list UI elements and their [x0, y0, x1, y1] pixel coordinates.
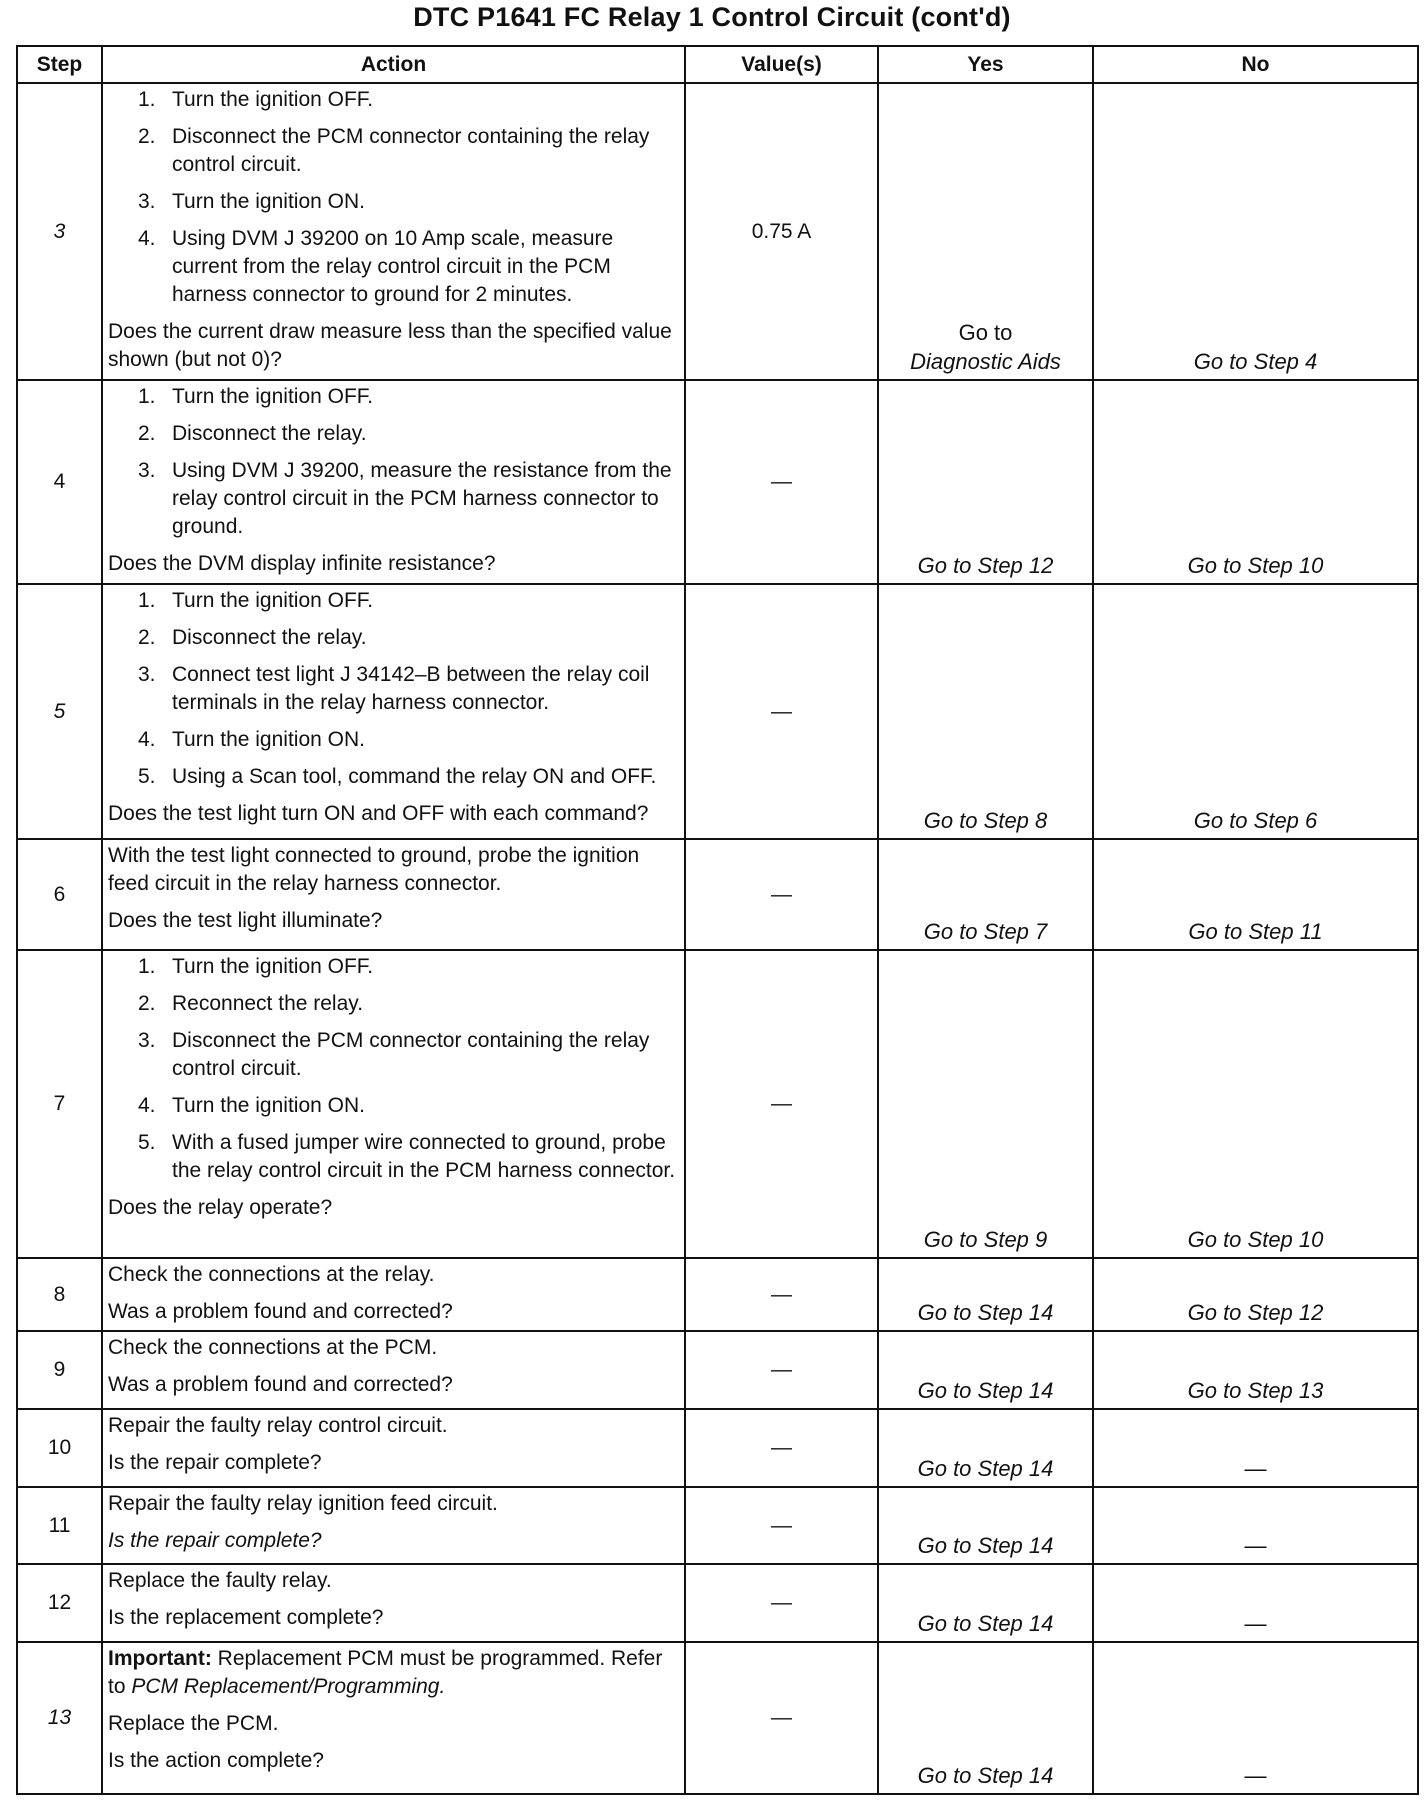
no-cell: Go to Step 6 [1093, 584, 1418, 839]
yes-cell: Go to Step 7 [878, 839, 1093, 950]
yes-cell: Go to Step 14 [878, 1409, 1093, 1487]
no-cell: — [1093, 1642, 1418, 1794]
question-text: Does the test light illuminate? [108, 909, 383, 932]
header-yes: Yes [878, 46, 1093, 83]
question-text: Does the current draw measure less than the specified value shown (but not 0)? [108, 320, 672, 371]
question-text: Was a problem found and corrected? [108, 1373, 453, 1396]
no-cell: — [1093, 1409, 1418, 1487]
value-cell: — [685, 950, 878, 1258]
value-cell: — [685, 839, 878, 950]
no-cell: Go to Step 10 [1093, 380, 1418, 584]
yes-cell: Go to Step 8 [878, 584, 1093, 839]
action-text: Repair the faulty relay ignition feed circuit. [108, 1492, 498, 1515]
action-list [108, 383, 678, 541]
list-item: 1. Turn the ignition OFF. [138, 955, 374, 978]
value-cell: — [685, 1642, 878, 1794]
header-action: Action [102, 46, 685, 83]
list-item: 3. Connect test light J 34142–B between the relay coil terminals in the relay harness connector. [138, 663, 650, 714]
step-number: 6 [17, 839, 102, 950]
table-row [17, 839, 1418, 950]
header-row [17, 46, 1418, 83]
step-number: 12 [17, 1564, 102, 1642]
table-row [17, 83, 1418, 380]
action-cell [102, 584, 685, 839]
no-cell: Go to Step 12 [1093, 1258, 1418, 1331]
yes-cell: Go to Step 9 [878, 950, 1093, 1258]
important-note [108, 1645, 678, 1701]
action-cell [102, 1487, 685, 1564]
step-number: 7 [17, 950, 102, 1258]
action-cell [102, 1331, 685, 1409]
header-values: Value(s) [685, 46, 878, 83]
yes-cell: Go to Step 14 [878, 1331, 1093, 1409]
step-number: 11 [17, 1487, 102, 1564]
action-text: Check the connections at the relay. [108, 1263, 435, 1286]
diagnostic-table [16, 45, 1419, 1795]
table-row [17, 1258, 1418, 1331]
action-list [108, 587, 678, 791]
action-cell [102, 1409, 685, 1487]
question-text: Does the test light turn ON and OFF with each command? [108, 802, 649, 825]
question-text: Does the DVM display infinite resistance? [108, 552, 496, 575]
list-item: 4. Turn the ignition ON. [138, 728, 365, 751]
value-cell: — [685, 584, 878, 839]
table-row [17, 584, 1418, 839]
value-cell: 0.75 A [685, 83, 878, 380]
yes-prefix: Go to [958, 320, 1013, 345]
no-cell: Go to Step 13 [1093, 1331, 1418, 1409]
action-text: Check the connections at the PCM. [108, 1336, 438, 1359]
yes-cell: Go to Step 14 [878, 1258, 1093, 1331]
action-cell [102, 83, 685, 380]
header-no: No [1093, 46, 1418, 83]
list-item: 1. Turn the ignition OFF. [138, 589, 374, 612]
value-cell: — [685, 1409, 878, 1487]
list-item: 3. Turn the ignition ON. [138, 190, 365, 213]
list-item: 3. Disconnect the PCM connector containing the relay control circuit. [138, 1029, 650, 1080]
step-number: 4 [17, 380, 102, 584]
yes-cell: Go to Step 12 [878, 380, 1093, 584]
table-row [17, 950, 1418, 1258]
table-row [17, 1409, 1418, 1487]
no-cell: — [1093, 1487, 1418, 1564]
step-number: 9 [17, 1331, 102, 1409]
question-text: Is the replacement complete? [108, 1606, 384, 1629]
no-cell: Go to Step 10 [1093, 950, 1418, 1258]
yes-cell: Go to Step 14 [878, 1487, 1093, 1564]
table-row [17, 1564, 1418, 1642]
list-item: 1. Turn the ignition OFF. [138, 88, 374, 111]
action-text: With the test light connected to ground, probe the ignition feed circuit in the relay harness connector. [108, 844, 640, 895]
action-text: Replace the faulty relay. [108, 1569, 332, 1592]
header-step: Step [17, 46, 102, 83]
question-text: Was a problem found and corrected? [108, 1300, 453, 1323]
action-cell [102, 950, 685, 1258]
list-item: 4. Turn the ignition ON. [138, 1094, 365, 1117]
page-title: DTC P1641 FC Relay 1 Control Circuit (cont'd) [413, 2, 1011, 32]
step-number: 13 [17, 1642, 102, 1794]
step-number: 10 [17, 1409, 102, 1487]
action-list [108, 86, 678, 309]
list-item: 2. Disconnect the PCM connector containing the relay control circuit. [138, 125, 650, 176]
action-text: Replace the PCM. [108, 1712, 279, 1735]
list-item: 2. Disconnect the relay. [138, 422, 367, 445]
no-cell: Go to Step 11 [1093, 839, 1418, 950]
reference-link: PCM Replacement/Programming. [131, 1675, 446, 1698]
list-item: 2. Reconnect the relay. [138, 992, 364, 1015]
value-cell: — [685, 1258, 878, 1331]
list-item: 1. Turn the ignition OFF. [138, 385, 374, 408]
value-cell: — [685, 1564, 878, 1642]
question-text: Is the repair complete? [108, 1451, 322, 1474]
yes-cell [878, 83, 1093, 380]
action-cell [102, 380, 685, 584]
table-row [17, 1331, 1418, 1409]
list-item: 5. With a fused jumper wire connected to ground, probe the relay control circuit in the PCM harness connector. [138, 1131, 676, 1182]
question-text: Is the action complete? [108, 1749, 324, 1772]
table-row [17, 1487, 1418, 1564]
question-text: Is the repair complete? [108, 1529, 322, 1552]
value-cell: — [685, 1331, 878, 1409]
no-cell: Go to Step 4 [1093, 83, 1418, 380]
yes-target: Diagnostic Aids [910, 349, 1061, 374]
step-number: 8 [17, 1258, 102, 1331]
action-cell [102, 1642, 685, 1794]
important-text: Replacement PCM must be programmed. Refer to [108, 1647, 663, 1698]
list-item: 3. Using DVM J 39200, measure the resistance from the relay control circuit in the PCM harness connector to ground. [138, 459, 672, 538]
table-row [17, 1642, 1418, 1794]
action-list [108, 953, 678, 1185]
action-text: Repair the faulty relay control circuit. [108, 1414, 448, 1437]
value-cell: — [685, 1487, 878, 1564]
value-cell: — [685, 380, 878, 584]
list-item: 4. Using DVM J 39200 on 10 Amp scale, measure current from the relay control circuit in the PCM harness connector to ground for 2 minutes. [138, 227, 614, 306]
important-label: Important: [108, 1647, 212, 1670]
action-cell [102, 839, 685, 950]
yes-cell: Go to Step 14 [878, 1642, 1093, 1794]
table-row [17, 380, 1418, 584]
step-number: 5 [17, 584, 102, 839]
question-text: Does the relay operate? [108, 1196, 333, 1219]
action-cell [102, 1564, 685, 1642]
list-item: 2. Disconnect the relay. [138, 626, 367, 649]
step-number: 3 [17, 83, 102, 380]
action-cell [102, 1258, 685, 1331]
no-cell: — [1093, 1564, 1418, 1642]
list-item: 5. Using a Scan tool, command the relay ON and OFF. [138, 765, 657, 788]
yes-cell: Go to Step 14 [878, 1564, 1093, 1642]
